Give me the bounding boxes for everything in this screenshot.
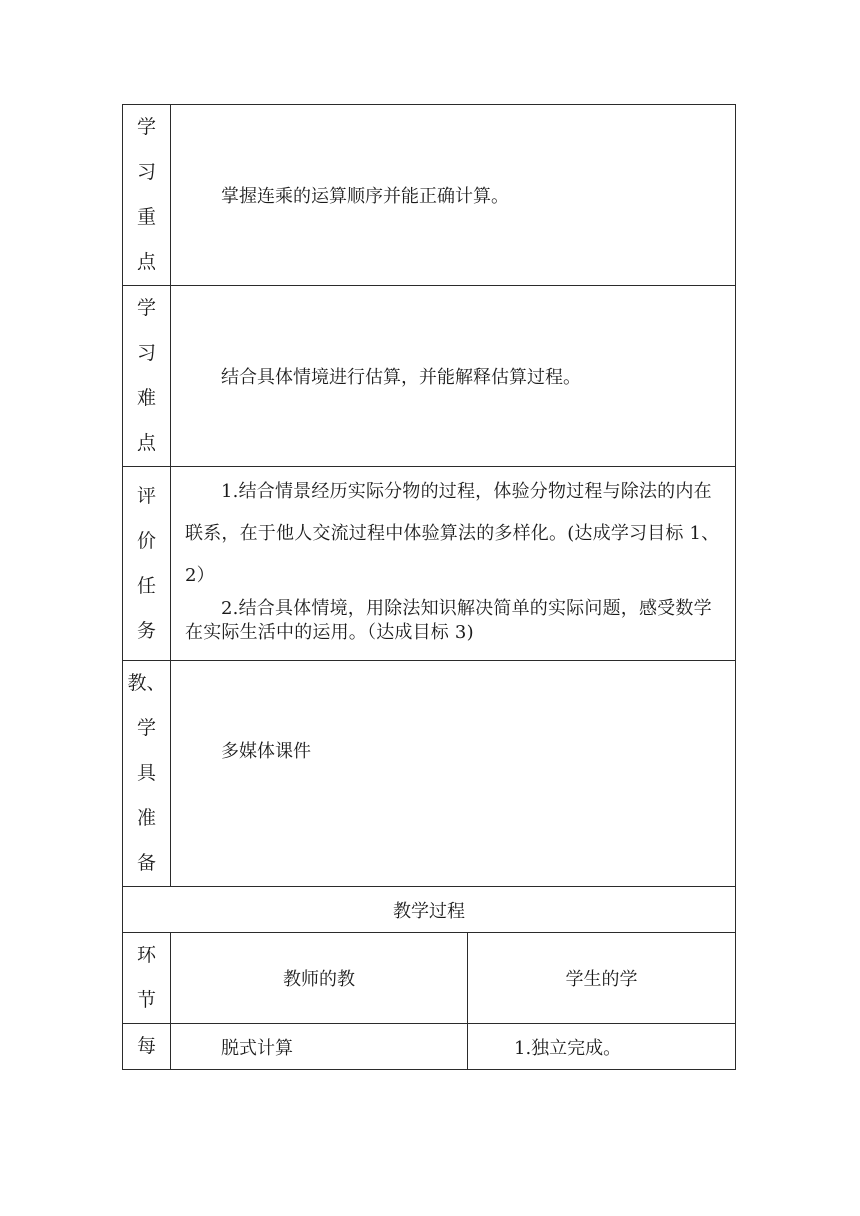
difficulty-label: 学 习 难 点	[123, 286, 171, 467]
key-points-label: 学 习 重 点	[123, 105, 171, 286]
materials-label: 教、 学 具 准 备	[123, 661, 171, 887]
lesson-plan-table	[122, 104, 736, 1070]
teacher-header: 教师的教	[171, 933, 468, 1024]
materials-row	[123, 661, 736, 887]
process-title: 教学过程	[123, 887, 736, 933]
evaluation-row	[123, 467, 736, 661]
key-points-text: 掌握连乘的运算顺序并能正确计算。	[171, 105, 736, 286]
stage-cell: 每	[123, 1024, 171, 1070]
evaluation-task-1: 1.结合情景经历实际分物的过程，体验分物过程与除法的内在联系，在于他人交流过程中体验算法的多样化。(达成学习目标 1、2）	[185, 481, 720, 586]
teacher-cell: 脱式计算	[171, 1024, 468, 1070]
student-cell: 1.独立完成。	[468, 1024, 736, 1070]
evaluation-label: 评 价 任 务	[123, 467, 171, 661]
difficulty-row	[123, 286, 736, 467]
materials-text: 多媒体课件	[171, 661, 736, 887]
student-header: 学生的学	[468, 933, 736, 1024]
difficulty-text: 结合具体情境进行估算，并能解释估算过程。	[171, 286, 736, 467]
process-title-row	[123, 887, 736, 933]
evaluation-tasks	[171, 467, 736, 661]
stage-header: 环 节	[123, 933, 171, 1024]
evaluation-task-2: 2.结合具体情境，用除法知识解决简单的实际问题，感受数学在实际生活中的运用。（达成目标 3)	[185, 598, 712, 643]
process-header-row	[123, 933, 736, 1024]
key-points-row	[123, 105, 736, 286]
process-first-row	[123, 1024, 736, 1070]
